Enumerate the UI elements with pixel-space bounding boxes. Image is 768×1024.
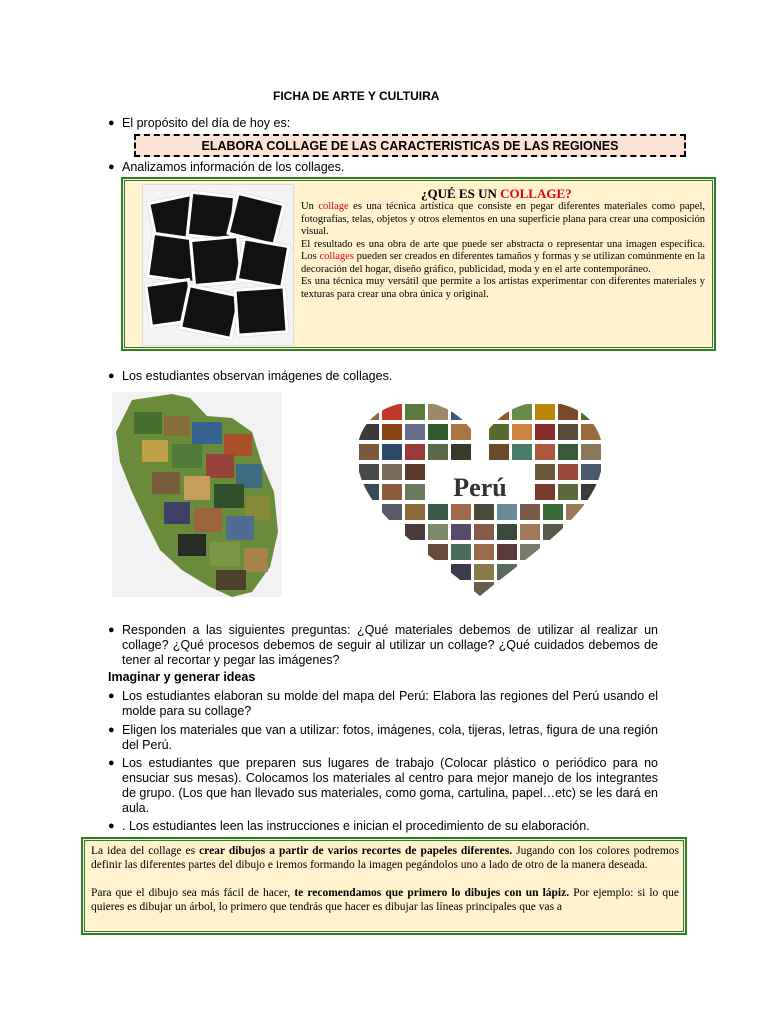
instructions-paragraph: La idea del collage es crear dibujos a partir de varios recortes de papeles diferentes. Jugando con los colores podremos definir las diferentes partes del dibujo e iremos formando la imagen pegándolos uno a lado de otro de la manera deseada. bbox=[91, 845, 679, 871]
list-item-text: El propósito del día de hoy es: bbox=[122, 116, 291, 130]
list-item bbox=[108, 723, 658, 753]
page-title: FICHA DE ARTE Y CULTUIRA bbox=[273, 89, 440, 103]
instructions-box bbox=[82, 838, 686, 934]
bullet-icon: ● bbox=[108, 820, 115, 832]
list-item-text: Los estudiantes que preparen sus lugares de trabajo (Colocar plástico o periódico para no ensuciar sus mesas). Colocamos los materiales al centro para mejor manejo de los integrantes de grupo. (Los que han llevado sus materiales, como goma, cartulina, papel…etc) se les dará en aula. bbox=[122, 756, 658, 815]
collage-question-title: ¿QUÉ ES UN COLLAGE? bbox=[421, 186, 572, 201]
list-item bbox=[108, 116, 668, 131]
section-heading: Imaginar y generar ideas bbox=[108, 670, 256, 684]
list-item-text: Responden a las siguientes preguntas: ¿Qué materiales debemos de utilizar al realizar un collage? ¿Qué procesos debemos de seguir al utilizar un collage? ¿Qué cuidados debemos de tener al recortar y pegar las imágenes? bbox=[122, 623, 658, 667]
peru-heart-collage-image bbox=[355, 400, 605, 600]
list-item bbox=[108, 756, 658, 816]
bullet-icon: ● bbox=[108, 724, 115, 736]
bullet-icon: ● bbox=[108, 690, 115, 702]
list-item-text: . Los estudiantes leen las instrucciones e inician el procedimiento de su elaboración. bbox=[122, 819, 590, 833]
list-item-text: Los estudiantes elaboran su molde del mapa del Perú: Elabora las regiones del Perú usando el molde para su collage? bbox=[122, 689, 658, 718]
list-item-text: Los estudiantes observan imágenes de collages. bbox=[122, 369, 393, 383]
purpose-banner: ELABORA COLLAGE DE LAS CARACTERISTICAS DE LAS REGIONES bbox=[134, 134, 686, 157]
bullet-icon: ● bbox=[108, 370, 115, 382]
list-item bbox=[108, 160, 668, 175]
list-item-text: Analizamos información de los collages. bbox=[122, 160, 345, 174]
bullet-icon: ● bbox=[108, 757, 115, 769]
bullet-icon: ● bbox=[108, 624, 115, 636]
peru-map-collage-image bbox=[112, 392, 282, 597]
bullet-icon: ● bbox=[108, 161, 115, 173]
collage-definition-text: Un collage es una técnica artística que consiste en pegar diferentes materiales como papel, fotografías, telas, objetos y otros elementos en una superficie plana para crear una composición visual. El resultado es una obra de arte que puede ser abstracta o representar una imagen específica. Los collages pueden ser creados en diferentes tamaños y formas y se utilizan comúnmente en la decoración del hogar, diseño gráfico, publicidad, moda y en el arte contemporáneo. Es una técnica muy versátil que permite a los artistas experimentar con diferentes materiales y texturas para crear una obra única y original. bbox=[301, 201, 706, 300]
bullet-icon: ● bbox=[108, 117, 115, 129]
list-item bbox=[108, 819, 658, 834]
collage-info-box bbox=[122, 178, 715, 350]
list-item bbox=[108, 369, 668, 384]
collage-photo-image bbox=[142, 184, 294, 346]
list-item bbox=[108, 623, 658, 668]
instructions-paragraph: Para que el dibujo sea más fácil de hacer, te recomendamos que primero lo dibujes con un lápiz. Por ejemplo: si lo que quieres es dibujar un árbol, lo primero que tendrás que hacer es dibujar las líneas principales que vas a bbox=[91, 887, 679, 913]
heart-label: Perú bbox=[453, 473, 507, 502]
list-item-text: Eligen los materiales que van a utilizar: fotos, imágenes, cola, tijeras, letras, figura de una región del Perú. bbox=[122, 723, 658, 752]
list-item bbox=[108, 689, 658, 719]
